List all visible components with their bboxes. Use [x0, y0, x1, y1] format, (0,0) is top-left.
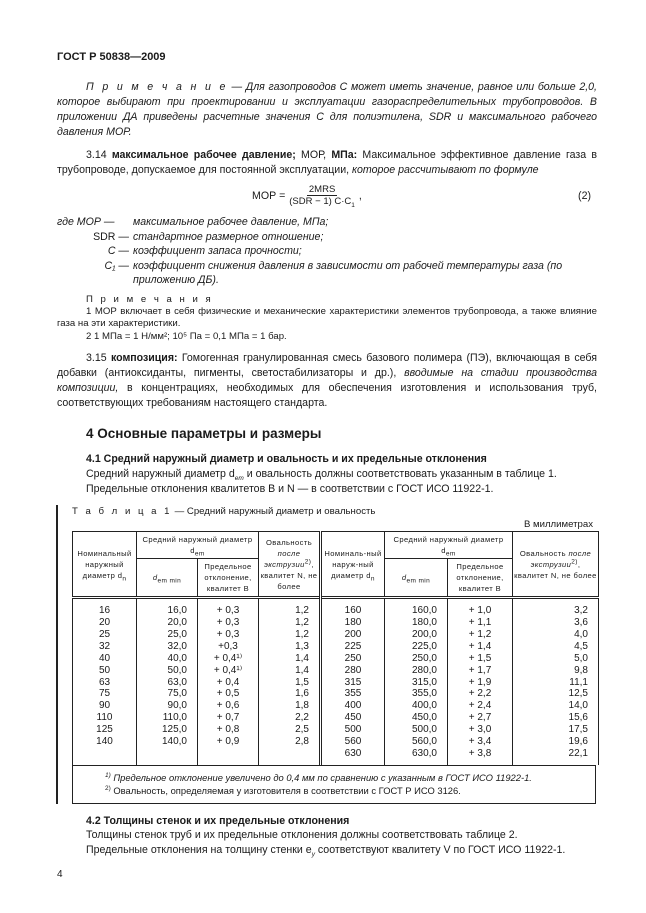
- definition-italic: вводимые на стадии производства композиции,: [57, 367, 597, 395]
- table-cell: 2,2: [259, 712, 321, 724]
- table-cell: 50,0: [137, 665, 198, 677]
- table-cell: 400,0: [385, 700, 448, 712]
- definition-item: [57, 230, 597, 245]
- table-row: [73, 598, 599, 617]
- table-cell: + 1,4: [448, 641, 513, 653]
- table-cell: 355: [321, 688, 385, 700]
- symbol: SDR —: [93, 230, 129, 243]
- table-cell: 560: [321, 736, 385, 748]
- table-cell: + 0,5: [198, 688, 259, 700]
- meaning: стандартное размерное отношение;: [133, 230, 324, 243]
- table-cell: 450,0: [385, 712, 448, 724]
- table-row: [73, 712, 599, 724]
- header-deviation-2: Предельное отклонение, квалитет B: [448, 559, 513, 598]
- subscript: em: [234, 475, 244, 483]
- section-heading: 4 Основные параметры и размеры: [86, 426, 322, 442]
- fraction: [289, 184, 355, 207]
- table-cell: + 2,7: [448, 712, 513, 724]
- table-cell: 14,0: [513, 700, 599, 712]
- table-cell: + 1,0: [448, 598, 513, 617]
- table-cell: 225: [321, 641, 385, 653]
- table-block: [57, 505, 597, 804]
- table-cell: 4,0: [513, 629, 599, 641]
- abbr: МОР,: [295, 149, 332, 161]
- definition-item: [57, 259, 597, 288]
- meaning: максимальное рабочее давление, МПа;: [133, 216, 329, 228]
- table-cell: 250: [321, 653, 385, 665]
- table-cell: 2,8: [259, 736, 321, 748]
- definition-cont: в концентрациях, необходимых для обеспечения изготовления и использования труб, соответствующих требованиям настоящего стандарта.: [57, 382, 597, 410]
- table-cell: 16: [73, 598, 137, 617]
- note-1: 1 МОР включает в себя физические и механические характеристики элементов трубопровода, а также влияние газа на эти характеристики.: [57, 305, 597, 330]
- header-italic: после экструзии: [530, 548, 592, 569]
- page-number: 4: [57, 869, 63, 881]
- clause-3-15: [57, 351, 597, 411]
- notes-block: [57, 294, 597, 344]
- clause-number: 3.15: [86, 352, 111, 365]
- page-content: [57, 50, 597, 881]
- text: соответствуют квалитету V по ГОСТ ИСО 11922-1.: [314, 843, 566, 856]
- table-cell: + 3,8: [448, 748, 513, 765]
- footnote-mark: 2): [105, 784, 111, 792]
- table-cell: + 0,6: [198, 700, 259, 712]
- header-text: Номиналь-ный наруж-ный диаметр d: [324, 548, 382, 580]
- table-cell: + 0,8: [198, 724, 259, 736]
- definition-item: [57, 244, 597, 259]
- table-cell: + 0,3: [198, 598, 259, 617]
- symbol: где МОР —: [57, 216, 115, 228]
- table-cell: 450: [321, 712, 385, 724]
- table-cell: + 1,2: [448, 629, 513, 641]
- table-cell: 50: [73, 665, 137, 677]
- header-text: d: [152, 573, 158, 583]
- table-cell: 225,0: [385, 641, 448, 653]
- table-cell: 3,2: [513, 598, 599, 617]
- subsection-heading: 4.2 Толщины стенок и их предельные отклонения: [86, 814, 350, 827]
- table-cell: 19,6: [513, 736, 599, 748]
- table-cell: 20: [73, 617, 137, 629]
- note-text: — Для газопроводов С может иметь значение, равное или больше 2,0, которое выбирают при проектировании и эксплуатации газораспределительных трубопроводов. В приложении ДА приведены расчетные значения С для полиэтилена, SDR и максимального рабочего давления МОР.: [57, 81, 597, 138]
- formula-tail: ,: [358, 189, 362, 202]
- clause-number: 3.14: [86, 149, 112, 161]
- paragraph: Предельные отклонения квалитетов B и N — в соответствии с ГОСТ ИСО 11922-1.: [86, 483, 494, 496]
- header-text: , квалитет N, не более: [514, 559, 597, 580]
- footnote-text: Предельное отклонение увеличено до 0,4 мм по сравнению с указанным в ГОСТ ИСО 11922-1.: [113, 771, 532, 783]
- footnote-text: Овальность, определяемая у изготовителя в соответствии с ГОСТ Р ИСО 3126.: [113, 784, 461, 796]
- caption-label: Т а б л и ц а 1: [72, 506, 172, 518]
- table-row: [73, 748, 599, 765]
- header-ovality-2: [513, 532, 599, 598]
- header-dem-min-2: [385, 559, 448, 598]
- table-cell: 2,5: [259, 724, 321, 736]
- table-cell: 160,0: [385, 598, 448, 617]
- table-cell: 180: [321, 617, 385, 629]
- header-sup: 2): [304, 558, 312, 566]
- text: и овальность должны соответствовать указанным в таблице 1.: [243, 468, 557, 481]
- equation-number: (2): [578, 189, 591, 202]
- header-sub: em: [194, 550, 205, 558]
- table-cell: 40,0: [137, 653, 198, 665]
- table-cell: + 1,1: [448, 617, 513, 629]
- table-cell: 9,8: [513, 665, 599, 677]
- table-cell: 25,0: [137, 629, 198, 641]
- table-cell: 200: [321, 629, 385, 641]
- table-cell: 1,2: [259, 598, 321, 617]
- table-cell: + 1,7: [448, 665, 513, 677]
- header-text: d: [401, 573, 407, 583]
- header-text: Овальность: [519, 548, 569, 558]
- table-row: [73, 677, 599, 689]
- table-cell: 315,0: [385, 677, 448, 689]
- table-cell: + 3,0: [448, 724, 513, 736]
- paragraph: [86, 843, 597, 858]
- table-cell: + 0,3: [198, 617, 259, 629]
- table-cell: 32: [73, 641, 137, 653]
- table-cell: 1,8: [259, 700, 321, 712]
- table-cell: 355,0: [385, 688, 448, 700]
- table-cell: 63,0: [137, 677, 198, 689]
- header-sub: n: [370, 575, 375, 583]
- table-cell: + 2,4: [448, 700, 513, 712]
- table-cell: 250,0: [385, 653, 448, 665]
- table-cell: 110,0: [137, 712, 198, 724]
- table-cell: + 3,4: [448, 736, 513, 748]
- table-footnotes: [72, 765, 596, 804]
- clause-4-2: [86, 814, 597, 858]
- table-caption: [72, 505, 597, 518]
- table-row: [73, 653, 599, 665]
- table-cell: 630: [321, 748, 385, 765]
- header-sub: em: [445, 550, 456, 558]
- table-row: [73, 700, 599, 712]
- header-text: , квалитет N, не более: [260, 559, 318, 591]
- table-cell: + 0,4¹⁾: [198, 653, 259, 665]
- header-deviation: Предельное отклонение, квалитет B: [198, 559, 259, 598]
- clause-4-1: [86, 452, 597, 497]
- table-cell: + 1,9: [448, 677, 513, 689]
- table-cell: 125: [73, 724, 137, 736]
- table-cell: 125,0: [137, 724, 198, 736]
- table-cell: 1,2: [259, 629, 321, 641]
- table-cell: 11,1: [513, 677, 599, 689]
- note-label: П р и м е ч а н и е: [86, 81, 228, 93]
- table-cell: [198, 748, 259, 765]
- table-row: [73, 629, 599, 641]
- header-italic: после экструзии: [264, 548, 305, 569]
- header-mean-diameter: [137, 532, 259, 559]
- table-row: [73, 736, 599, 748]
- header-nominal-diameter: [73, 532, 137, 598]
- diameter-table: [72, 531, 599, 765]
- table-cell: 400: [321, 700, 385, 712]
- table-cell: + 2,2: [448, 688, 513, 700]
- table-cell: [137, 748, 198, 765]
- table-cell: 22,1: [513, 748, 599, 765]
- definition-italic: которое рассчитывают по формуле: [352, 164, 539, 176]
- table-cell: 4,5: [513, 641, 599, 653]
- footnote-mark: 1): [105, 771, 111, 779]
- table-cell: + 0,3: [198, 629, 259, 641]
- table-cell: 90: [73, 700, 137, 712]
- denominator: [289, 196, 355, 207]
- table-cell: + 0,4¹⁾: [198, 665, 259, 677]
- table-cell: + 0,9: [198, 736, 259, 748]
- table-cell: + 0,4: [198, 677, 259, 689]
- table-cell: 90,0: [137, 700, 198, 712]
- table-cell: 630,0: [385, 748, 448, 765]
- symbol: C —: [107, 245, 129, 257]
- change-bar: [56, 505, 58, 804]
- header-text: Номинальный наружный диаметр d: [77, 548, 132, 580]
- symbol: C₁ —: [104, 259, 129, 272]
- subsection-heading: 4.1 Средний наружный диаметр и овальность и их предельные отклонения: [86, 453, 487, 466]
- table-cell: +0,3: [198, 641, 259, 653]
- table-cell: 280,0: [385, 665, 448, 677]
- table-cell: 500: [321, 724, 385, 736]
- table-cell: 140,0: [137, 736, 198, 748]
- definition: Максимальное эффективное давление газа в трубопроводе, допускаемое для постоянной эксплуатации,: [57, 149, 598, 176]
- standard-header: ГОСТ Р 50838—2009: [57, 51, 166, 63]
- table-cell: 1,4: [259, 665, 321, 677]
- table-unit: В миллиметрах: [523, 519, 593, 531]
- table-cell: 3,6: [513, 617, 599, 629]
- notes-label: П р и м е ч а н и я: [86, 293, 214, 305]
- header-ovality: [259, 532, 321, 598]
- table-cell: 200,0: [385, 629, 448, 641]
- table-cell: 110: [73, 712, 137, 724]
- table-cell: + 0,7: [198, 712, 259, 724]
- table-cell: 16,0: [137, 598, 198, 617]
- note-paragraph: [57, 80, 597, 140]
- table-cell: 500,0: [385, 724, 448, 736]
- formula-row: [57, 184, 597, 207]
- text: Предельные отклонения на толщину стенки e: [86, 843, 312, 856]
- header-text: Средний наружный диаметр d: [142, 535, 253, 556]
- numerator: 2MRS: [308, 184, 336, 195]
- meaning: коэффициент запаса прочности;: [133, 245, 302, 257]
- table-cell: 15,6: [513, 712, 599, 724]
- header-sub: em min: [406, 577, 431, 585]
- header-text: Средний наружный диаметр d: [393, 535, 504, 556]
- table-cell: 1,3: [259, 641, 321, 653]
- table-cell: 12,5: [513, 688, 599, 700]
- table-cell: 20,0: [137, 617, 198, 629]
- table-cell: 63: [73, 677, 137, 689]
- header-sub: n: [122, 575, 127, 583]
- table-cell: 140: [73, 736, 137, 748]
- clause-3-14: [57, 148, 597, 178]
- header-text: Овальность: [265, 537, 313, 547]
- table-cell: 1,6: [259, 688, 321, 700]
- table-cell: 17,5: [513, 724, 599, 736]
- table-cell: 75,0: [137, 688, 198, 700]
- note-2: 2 1 МПа = 1 Н/мм²; 10⁵ Па = 0,1 МПа = 1 бар.: [86, 330, 287, 342]
- table-cell: 1,5: [259, 677, 321, 689]
- table-cell: [73, 748, 137, 765]
- table-cell: 280: [321, 665, 385, 677]
- paragraph: Толщины стенок труб и их предельные отклонения должны соответствовать таблице 2.: [86, 829, 518, 842]
- term: композиция:: [110, 352, 178, 365]
- paragraph: [86, 467, 597, 482]
- table-row: [73, 617, 599, 629]
- table-cell: 32,0: [137, 641, 198, 653]
- denominator-sub: 1: [351, 201, 355, 209]
- table-row: [73, 641, 599, 653]
- table-cell: 180,0: [385, 617, 448, 629]
- definition-item: [57, 215, 597, 230]
- denominator-text: (SDR − 1) C·C: [289, 196, 352, 207]
- table-cell: 160: [321, 598, 385, 617]
- table-cell: 5,0: [513, 653, 599, 665]
- formula: [252, 184, 362, 207]
- term: максимальное рабочее давление;: [111, 149, 296, 161]
- table-row: [73, 688, 599, 700]
- subscript: y: [311, 851, 315, 859]
- footnote-2: [73, 784, 595, 797]
- table-row: [73, 724, 599, 736]
- table-cell: 75: [73, 688, 137, 700]
- definition: Гомогенная гранулированная смесь базового полимера (ПЭ), включающая в себя добавки (антиоксиданты, пигменты, светостабилизаторы и др.),: [57, 352, 597, 380]
- table-cell: 560,0: [385, 736, 448, 748]
- table-cell: [259, 748, 321, 765]
- table-cell: 40: [73, 653, 137, 665]
- header-mean-diameter-2: [385, 532, 513, 559]
- text: Средний наружный диаметр d: [86, 468, 235, 481]
- header-sub: em min: [157, 577, 182, 585]
- header-dem-min: [137, 559, 198, 598]
- caption-text: — Средний наружный диаметр и овальность: [171, 506, 376, 518]
- header-nominal-diameter-2: [321, 532, 385, 598]
- formula-lhs: МОР =: [252, 189, 286, 202]
- table-cell: 315: [321, 677, 385, 689]
- unit: МПа:: [331, 149, 358, 161]
- table-row: [73, 665, 599, 677]
- table-cell: + 1,5: [448, 653, 513, 665]
- table-cell: 1,4: [259, 653, 321, 665]
- definitions-list: [57, 215, 597, 288]
- table-cell: 25: [73, 629, 137, 641]
- footnote-1: [73, 766, 595, 784]
- header-sup: 2): [571, 558, 578, 566]
- table-cell: 1,2: [259, 617, 321, 629]
- meaning: коэффициент снижения давления в зависимости от рабочей температуры газа (по приложению ДБ).: [133, 259, 563, 286]
